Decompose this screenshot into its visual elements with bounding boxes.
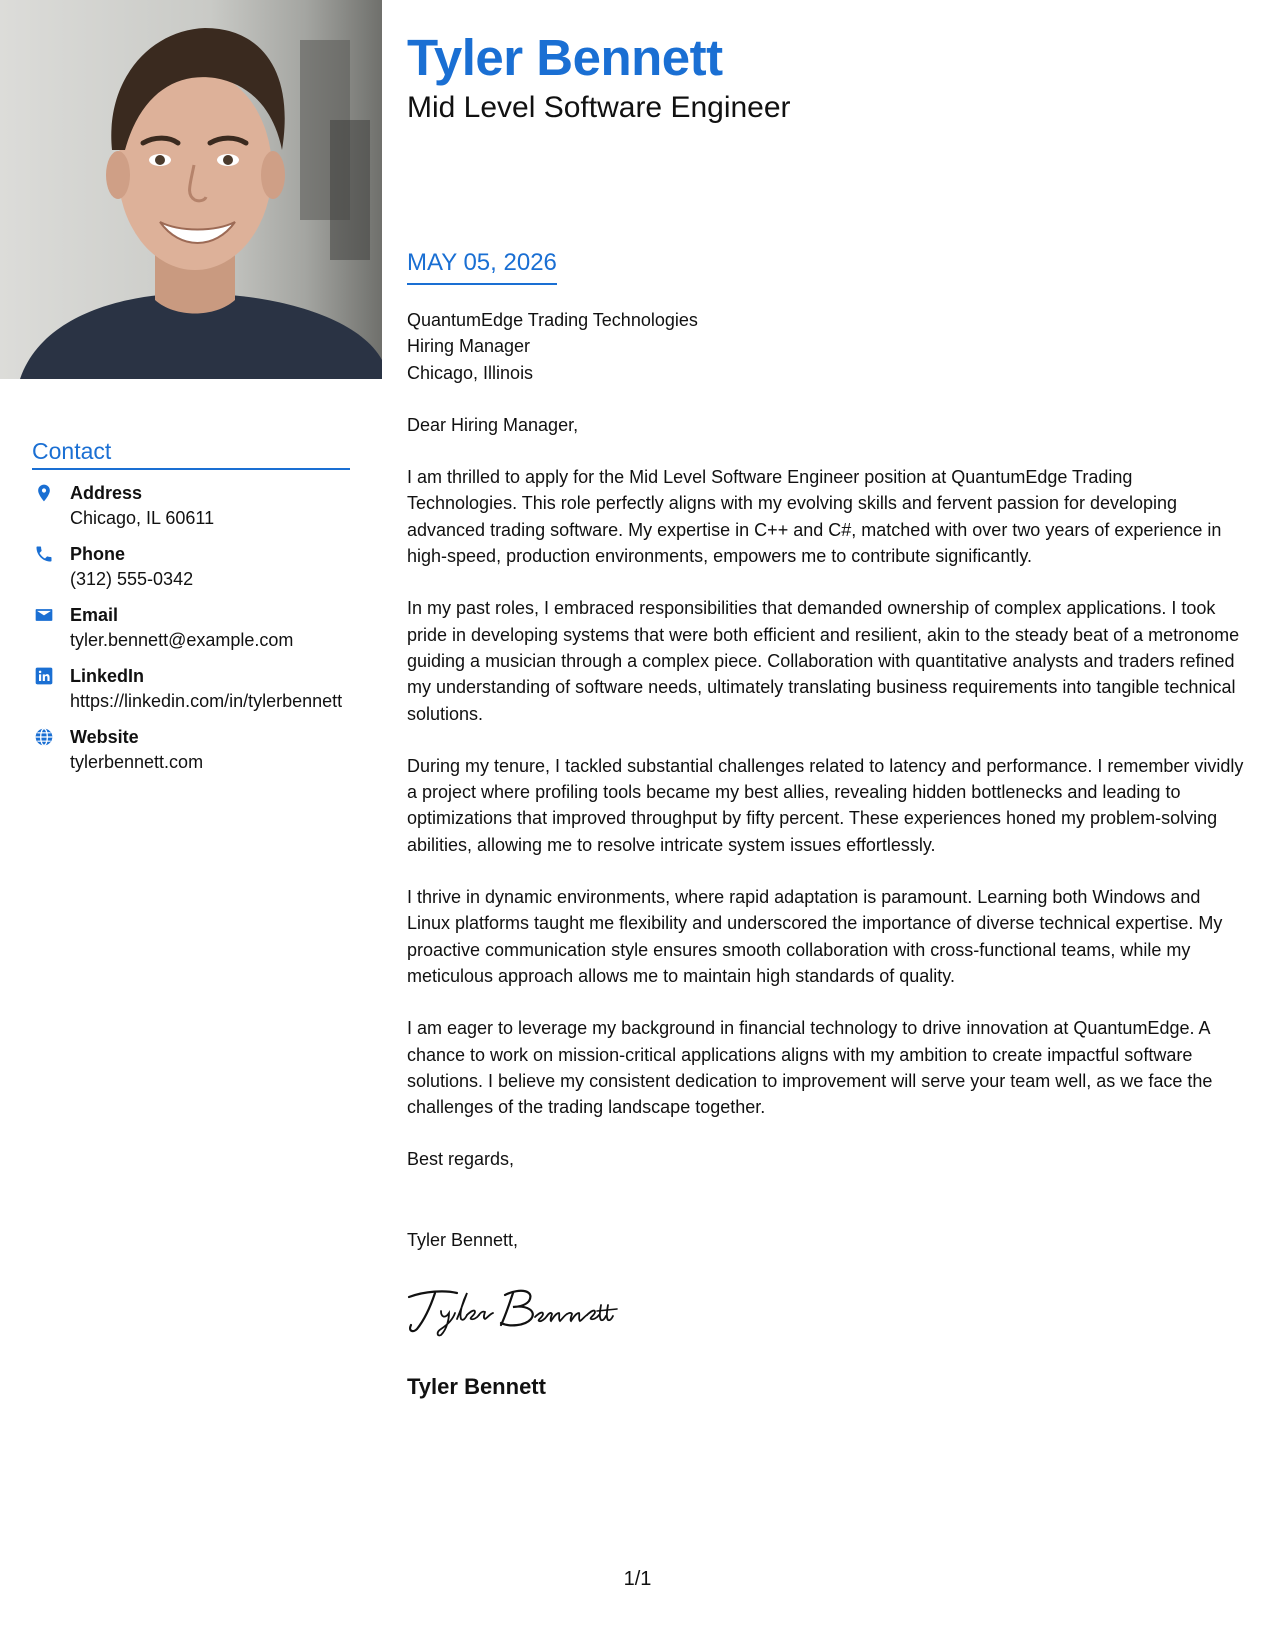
letter-paragraph: I am thrilled to apply for the Mid Level Software Engineer position at QuantumEdge Trading Technologies. This role perfectly aligns with my evolving skills and fervent passion for developing advanced trading software. My expertise in C++ and C#, matched with over two years of experience in high-speed, production environments, empowers me to contribute significantly. (407, 467, 1222, 567)
contact-website-value[interactable]: tylerbennett.com (70, 752, 204, 772)
contact-email-label: Email (70, 605, 119, 625)
contact-linkedin (32, 664, 352, 714)
location-pin-icon (34, 483, 54, 503)
profile-photo (0, 0, 382, 379)
contact-phone-value[interactable]: (312) 555-0342 (70, 569, 194, 589)
handwritten-signature (405, 1285, 620, 1337)
page-number: 1/1 (623, 1568, 652, 1590)
contact-linkedin-value[interactable]: https://linkedin.com/in/tylerbennett (70, 691, 343, 711)
contact-email (32, 603, 352, 653)
letter-paragraph: In my past roles, I embraced responsibilities that demanded ownership of complex applications. I took pride in developing systems that were both efficient and resilient, akin to the steady beat of a metronome guiding a musician through a complex piece. Collaboration with quantitative analysts and traders refined my understanding of software needs, ultimately translating business requirements into tangible technical solutions. (407, 598, 1240, 724)
phone-icon (34, 544, 54, 564)
letter-date: MAY 05, 2026 (407, 248, 557, 285)
contact-list (32, 481, 352, 786)
recipient-role: Hiring Manager (407, 336, 531, 357)
contact-linkedin-label: LinkedIn (70, 666, 145, 686)
letter-body (407, 307, 1247, 1199)
letter-paragraph: During my tenure, I tackled substantial challenges related to latency and performance. I remember vividly a project where profiling tools became my best allies, revealing hidden bottlenecks and leading to optimizations that improved throughput by fifty percent. These experiences honed my problem-solving abilities, allowing me to resolve intricate system issues effortlessly. (407, 755, 1244, 855)
contact-phone (32, 542, 352, 592)
recipient-block (407, 307, 1247, 386)
contact-phone-label: Phone (70, 544, 126, 564)
email-icon (34, 605, 54, 625)
closing: Best regards, (407, 1149, 515, 1170)
globe-icon (34, 727, 54, 747)
contact-website-label: Website (70, 727, 139, 747)
contact-email-value[interactable]: tyler.bennett@example.com (70, 630, 294, 650)
contact-address-label: Address (70, 483, 143, 503)
salutation: Dear Hiring Manager, (407, 414, 579, 435)
recipient-location: Chicago, Illinois (407, 362, 534, 383)
contact-heading: Contact (32, 437, 350, 470)
contact-website (32, 725, 352, 775)
applicant-name: Tyler Bennett (407, 29, 723, 86)
letter-paragraph: I am eager to leverage my background in financial technology to drive innovation at QuantumEdge. A chance to work on mission-critical applications aligns with my ambition to create impactful software solutions. I believe my consistent dedication to improvement will serve your team well, as we face the challenges of the trading landscape together. (407, 1018, 1213, 1118)
recipient-company: QuantumEdge Trading Technologies (407, 310, 698, 330)
printed-name: Tyler Bennett (407, 1374, 546, 1399)
signoff-name: Tyler Bennett, (407, 1230, 519, 1250)
letter-paragraph: I thrive in dynamic environments, where rapid adaptation is paramount. Learning both Windows and Linux platforms taught me flexibility and underscored the importance of diverse technical expertise. My proactive communication style ensures smooth collaboration with cross-functional teams, while my meticulous approach allows me to maintain high standards of quality. (407, 887, 1223, 986)
linkedin-icon (34, 666, 54, 686)
job-title: Mid Level Software Engineer (407, 91, 791, 124)
contact-address-value: Chicago, IL 60611 (70, 508, 215, 528)
contact-address (32, 481, 352, 531)
